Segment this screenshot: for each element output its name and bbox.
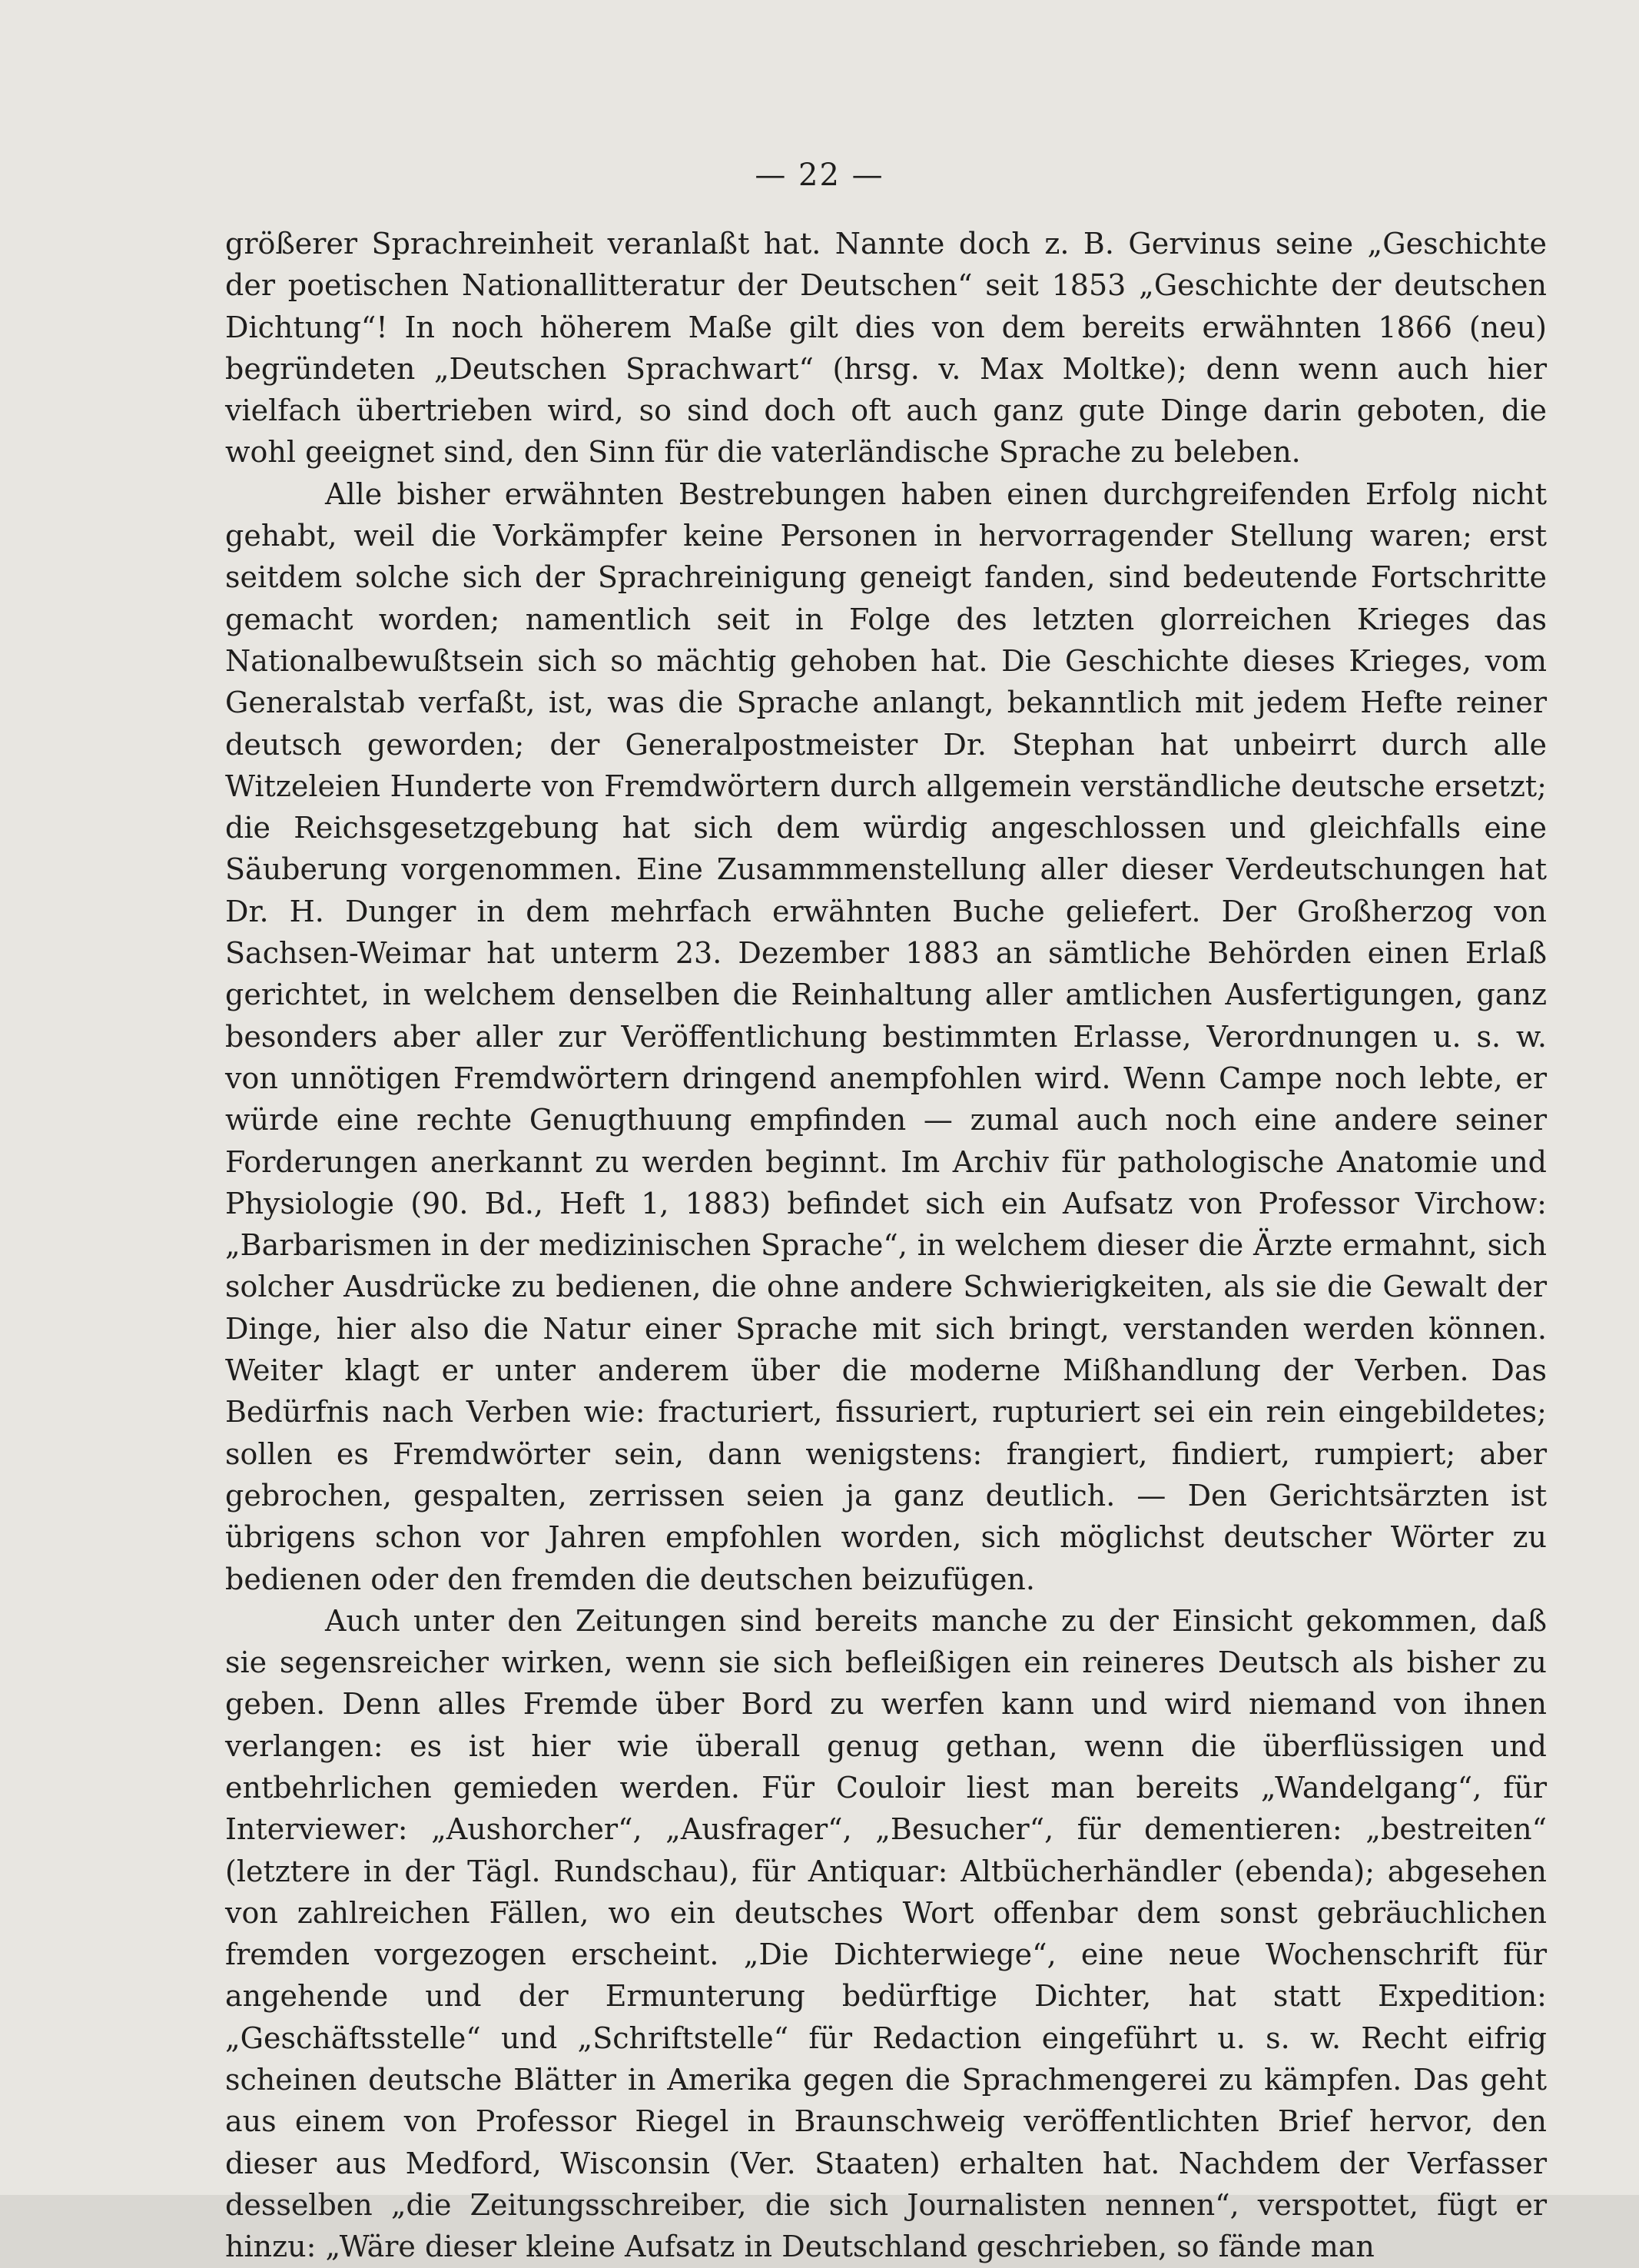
body-text bbox=[225, 223, 1547, 2268]
page-number: — 22 — bbox=[755, 158, 884, 193]
paragraph-3: Auch unter den Zeitungen sind bereits manche zu der Einsicht gekommen, daß sie segensreicher wirken, wenn sie sich befleißigen ein reineres Deutsch als bisher zu geben. Denn alles Fremde über Bord zu werfen kann und wird niemand von ihnen verlangen: es ist hier wie überall genug gethan, wenn die überflüssigen und entbehrlichen gemieden werden. Für Couloir liest man bereits „Wandelgang“, für Interviewer: „Aushorcher“, „Ausfrager“, „Besucher“, für dementieren: „bestreiten“ (letztere in der Tägl. Rundschau), für Antiquar: Altbücherhändler (ebenda); abgesehen von zahlreichen Fällen, wo ein deutsches Wort offenbar dem sonst gebräuchlichen fremden vorgezogen erscheint. „Die Dichterwiege“, eine neue Wochenschrift für angehende und der Ermunterung bedürftige Dichter, hat statt Expedition: „Geschäftsstelle“ und „Schriftstelle“ für Redaction eingeführt u. s. w. Recht eifrig scheinen deutsche Blätter in Amerika gegen die Sprachmengerei zu kämpfen. Das geht aus einem von Professor Riegel in Braunschweig veröffentlichten Brief hervor, den dieser aus Medford, Wisconsin (Ver. Staaten) erhalten hat. Nachdem der Verfasser desselben „die Zeitungsschreiber, die sich Journalisten nennen“, verspottet, fügt er hinzu: „Wäre dieser kleine Aufsatz in Deutschland geschrieben, so fände man bbox=[225, 1603, 1547, 2264]
paragraph-1: größerer Sprachreinheit veranlaßt hat. Nannte doch z. B. Gervinus seine „Geschichte der poetischen Nationallitteratur der Deutschen“ seit 1853 „Geschichte der deutschen Dichtung“! In noch höherem Maße gilt dies von dem bereits erwähnten 1866 (neu) begründeten „Deutschen Sprachwart“ (hrsg. v. Max Moltke); denn wenn auch hier vielfach übertrieben wird, so sind doch oft auch ganz gute Dinge darin geboten, die wohl geeignet sind, den Sinn für die vaterländische Sprache zu beleben. bbox=[225, 227, 1547, 470]
paragraph-2: Alle bisher erwähnten Bestrebungen haben einen durchgreifenden Erfolg nicht gehabt, weil die Vorkämpfer keine Personen in hervorragender Stellung waren; erst seitdem solche sich der Sprachreinigung geneigt fanden, sind bedeutende Fortschritte gemacht worden; namentlich seit in Folge des letzten glorreichen Krieges das Nationalbewußtsein sich so mächtig gehoben hat. Die Geschichte dieses Krieges, vom Generalstab verfaßt, ist, was die Sprache anlangt, bekanntlich mit jedem Hefte reiner deutsch geworden; der Generalpostmeister Dr. Stephan hat unbeirrt durch alle Witzeleien Hunderte von Fremdwörtern durch allgemein verständliche deutsche ersetzt; die Reichsgesetzgebung hat sich dem würdig angeschlossen und gleichfalls eine Säuberung vorgenommen. Eine Zusammmenstellung aller dieser Verdeutschungen hat Dr. H. Dunger in dem mehrfach erwähnten Buche geliefert. Der Großherzog von Sachsen-Weimar hat unterm 23. Dezember 1883 an sämtliche Behörden einen Erlaß gerichtet, in welchem denselben die Reinhaltung aller amtlichen Ausfertigungen, ganz besonders aber aller zur Veröffentlichung bestimmten Erlasse, Verordnungen u. s. w. von unnötigen Fremdwörtern dringend anempfohlen wird. Wenn Campe noch lebte, er würde eine rechte Genugthuung empfinden — zumal auch noch eine andere seiner Forderungen anerkannt zu werden beginnt. Im Archiv für pathologische Anatomie und Physiologie (90. Bd., Heft 1, 1883) befindet sich ein Aufsatz von Professor Virchow: „Barbarismen in der medizinischen Sprache“, in welchem dieser die Ärzte ermahnt, sich solcher Ausdrücke zu bedienen, die ohne andere Schwierigkeiten, als sie die Gewalt der Dinge, hier also die Natur einer Sprache mit sich bringt, verstanden werden können. Weiter klagt er unter anderem über die moderne Mißhandlung der Verben. Das Bedürfnis nach Verben wie: fracturiert, fissuriert, rupturiert sei ein rein eingebildetes; sollen es Fremdwörter sein, dann wenigstens: frangiert, findiert, rumpiert; aber gebrochen, gespalten, zerrissen seien ja ganz deutlich. — Den Gerichtsärzten ist übrigens schon vor Jahren empfohlen worden, sich möglichst deutscher Wörter zu bedienen oder den fremden die deutschen beizufügen. bbox=[225, 477, 1547, 1596]
